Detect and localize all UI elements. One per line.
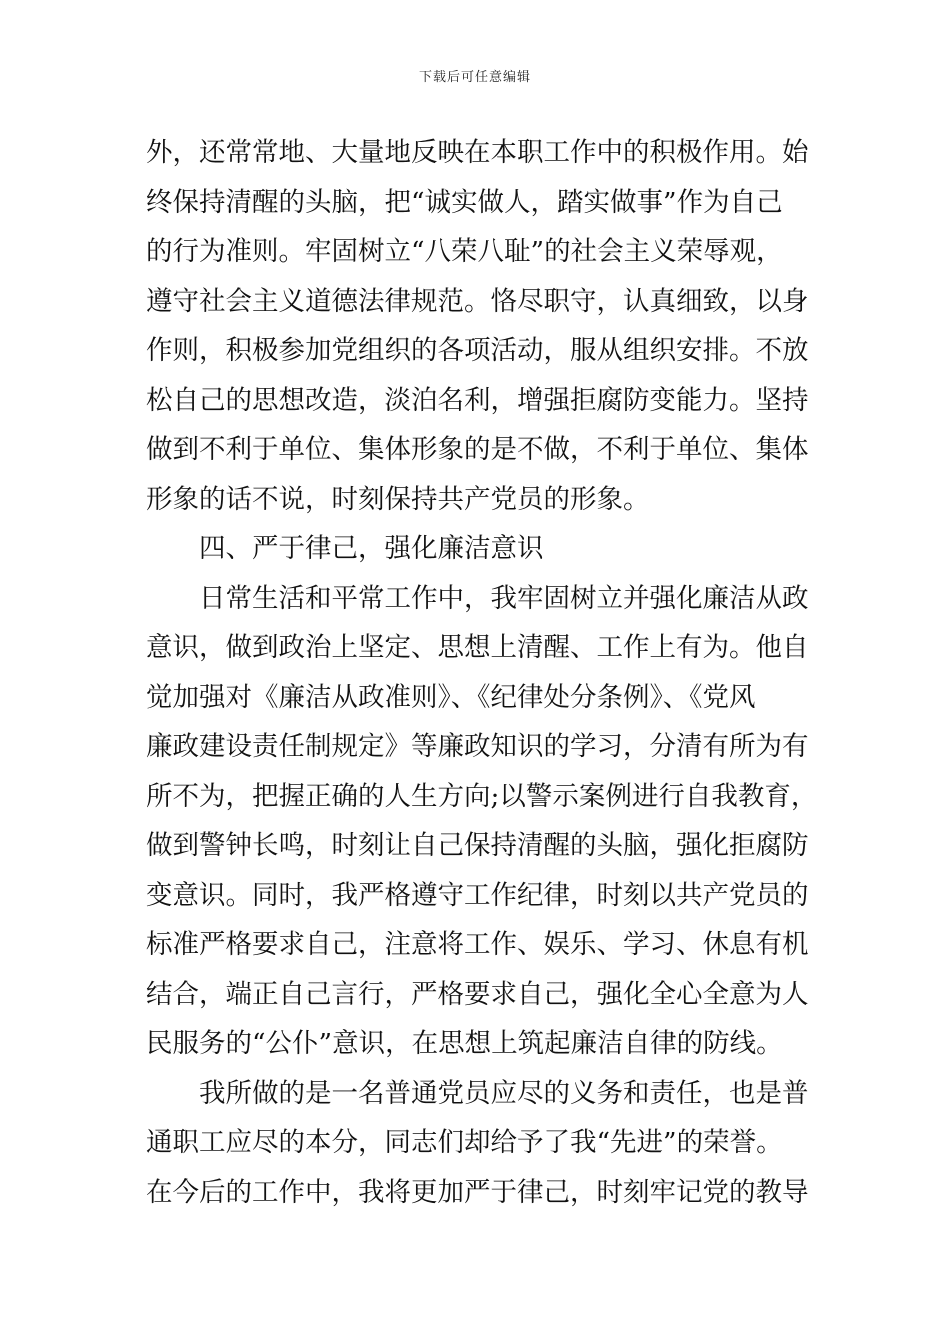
- text-line: 通职工应尽的本分，同志们却给予了我“先进”的荣誉。: [146, 1127, 783, 1158]
- text-line: 遵守社会主义道德法律规范。恪尽职守，认真细致，以身: [146, 285, 809, 317]
- text-line: 外，还常常地、大量地反映在本职工作中的积极作用。始: [146, 137, 809, 168]
- text-line: 做到不利于单位、集体形象的是不做，不利于单位、集体: [146, 434, 809, 465]
- document-body: [146, 128, 818, 1217]
- text-line: 松自己的思想改造，淡泊名利，增强拒腐防变能力。坚持: [146, 384, 809, 416]
- text-line: 廉政建设责任制规定》等廉政知识的学习，分清有所为有: [146, 731, 809, 762]
- text-line: 民服务的“公仆”意识，在思想上筑起廉洁自律的防线。: [146, 1028, 783, 1059]
- text-line: 做到警钟长鸣，时刻让自己保持清醒的头脑，强化拒腐防: [146, 830, 809, 861]
- text-line: 觉加强对《廉洁从政准则》、《纪律处分条例》、《党风: [146, 681, 756, 713]
- text-line: 日常生活和平常工作中，我牢固树立并强化廉洁从政: [199, 582, 809, 614]
- text-line: 变意识。同时，我严格遵守工作纪律，时刻以共产党员的: [146, 879, 809, 911]
- page-header-note: 下载后可任意编辑: [418, 70, 531, 85]
- text-line: 终保持清醒的头脑，把“诚实做人，踏实做事”作为自己: [146, 186, 783, 218]
- text-line: 作则，积极参加党组织的各项活动，服从组织安排。不放: [146, 335, 809, 366]
- text-line: 的行为准则。牢固树立“八荣八耻”的社会主义荣辱观，: [146, 236, 783, 267]
- text-line: 我所做的是一名普通党员应尽的义务和责任，也是普: [199, 1077, 809, 1109]
- text-line: 在今后的工作中，我将更加严于律己，时刻牢记党的教导: [146, 1176, 809, 1208]
- text-line: 意识，做到政治上坚定、思想上清醒、工作上有为。他自: [146, 632, 809, 663]
- text-line: 形象的话不说，时刻保持共产党员的形象。: [146, 483, 650, 515]
- text-line: 所不为，把握正确的人生方向;以警示案例进行自我教育，: [146, 780, 818, 812]
- text-line: 标准严格要求自己，注意将工作、娱乐、学习、休息有机: [146, 929, 809, 960]
- section-heading: 四、严于律己，强化廉洁意识: [199, 533, 544, 564]
- text-line: 结合，端正自己言行，严格要求自己，强化全心全意为人: [146, 978, 809, 1010]
